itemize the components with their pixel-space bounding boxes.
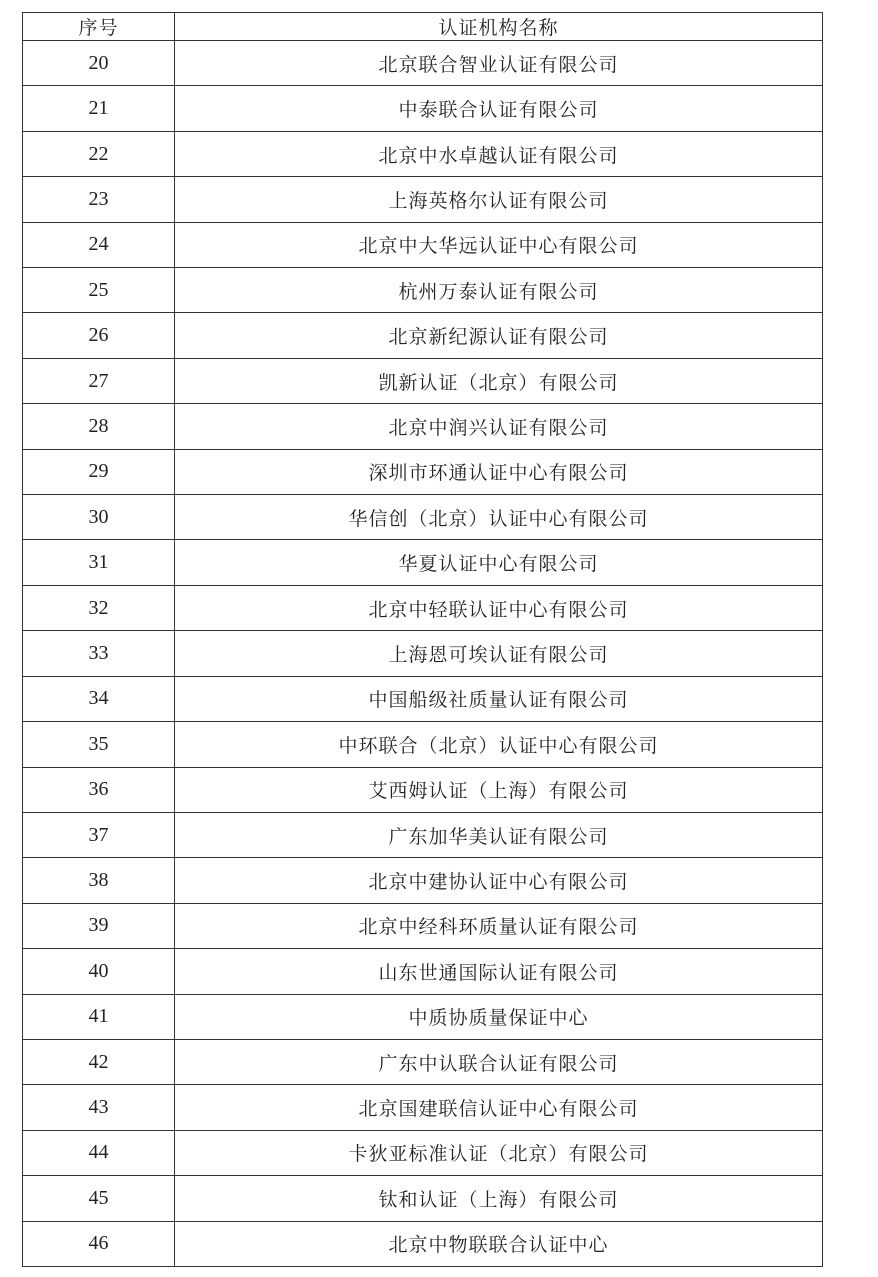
table-row xyxy=(23,131,823,176)
table-row xyxy=(23,177,823,222)
row-organization-name: 中质协质量保证中心 xyxy=(175,994,823,1039)
table-row xyxy=(23,812,823,857)
row-serial-number: 37 xyxy=(23,812,175,857)
table-row xyxy=(23,86,823,131)
row-organization-name: 北京中建协认证中心有限公司 xyxy=(175,858,823,903)
row-serial-number: 21 xyxy=(23,86,175,131)
row-organization-name: 北京新纪源认证有限公司 xyxy=(175,313,823,358)
row-serial-number: 29 xyxy=(23,449,175,494)
certification-body-table xyxy=(22,12,823,1267)
table-row xyxy=(23,994,823,1039)
row-serial-number: 46 xyxy=(23,1221,175,1266)
table-row xyxy=(23,1221,823,1266)
table-row xyxy=(23,903,823,948)
table-row xyxy=(23,722,823,767)
row-organization-name: 华夏认证中心有限公司 xyxy=(175,540,823,585)
table-row xyxy=(23,1176,823,1221)
row-serial-number: 45 xyxy=(23,1176,175,1221)
row-organization-name: 北京中大华远认证中心有限公司 xyxy=(175,222,823,267)
row-organization-name: 凯新认证（北京）有限公司 xyxy=(175,358,823,403)
header-serial-number: 序号 xyxy=(23,13,175,41)
row-organization-name: 中国船级社质量认证有限公司 xyxy=(175,676,823,721)
row-organization-name: 钛和认证（上海）有限公司 xyxy=(175,1176,823,1221)
row-organization-name: 广东加华美认证有限公司 xyxy=(175,812,823,857)
row-organization-name: 山东世通国际认证有限公司 xyxy=(175,949,823,994)
table-row xyxy=(23,1039,823,1084)
row-serial-number: 20 xyxy=(23,41,175,86)
row-organization-name: 华信创（北京）认证中心有限公司 xyxy=(175,495,823,540)
table-row xyxy=(23,313,823,358)
row-serial-number: 44 xyxy=(23,1130,175,1175)
row-organization-name: 上海英格尔认证有限公司 xyxy=(175,177,823,222)
row-serial-number: 30 xyxy=(23,495,175,540)
row-organization-name: 北京中经科环质量认证有限公司 xyxy=(175,903,823,948)
table-body xyxy=(23,41,823,1267)
row-organization-name: 北京中物联联合认证中心 xyxy=(175,1221,823,1266)
row-serial-number: 36 xyxy=(23,767,175,812)
table-row xyxy=(23,858,823,903)
row-serial-number: 27 xyxy=(23,358,175,403)
table-row xyxy=(23,1085,823,1130)
row-serial-number: 23 xyxy=(23,177,175,222)
row-organization-name: 艾西姆认证（上海）有限公司 xyxy=(175,767,823,812)
row-organization-name: 上海恩可埃认证有限公司 xyxy=(175,631,823,676)
row-organization-name: 广东中认联合认证有限公司 xyxy=(175,1039,823,1084)
table-row xyxy=(23,268,823,313)
row-serial-number: 35 xyxy=(23,722,175,767)
row-organization-name: 杭州万泰认证有限公司 xyxy=(175,268,823,313)
row-serial-number: 43 xyxy=(23,1085,175,1130)
table-row xyxy=(23,358,823,403)
row-serial-number: 34 xyxy=(23,676,175,721)
table-row xyxy=(23,585,823,630)
row-organization-name: 中泰联合认证有限公司 xyxy=(175,86,823,131)
table-row xyxy=(23,631,823,676)
table-row xyxy=(23,495,823,540)
row-organization-name: 北京中水卓越认证有限公司 xyxy=(175,131,823,176)
row-organization-name: 北京联合智业认证有限公司 xyxy=(175,41,823,86)
row-serial-number: 31 xyxy=(23,540,175,585)
row-organization-name: 卡狄亚标准认证（北京）有限公司 xyxy=(175,1130,823,1175)
row-organization-name: 深圳市环通认证中心有限公司 xyxy=(175,449,823,494)
row-serial-number: 42 xyxy=(23,1039,175,1084)
row-serial-number: 28 xyxy=(23,404,175,449)
row-serial-number: 38 xyxy=(23,858,175,903)
row-organization-name: 北京中轻联认证中心有限公司 xyxy=(175,585,823,630)
table-row xyxy=(23,41,823,86)
table-row xyxy=(23,540,823,585)
row-serial-number: 32 xyxy=(23,585,175,630)
row-serial-number: 41 xyxy=(23,994,175,1039)
table-row xyxy=(23,1130,823,1175)
table-header-row xyxy=(23,13,823,41)
header-organization-name: 认证机构名称 xyxy=(175,13,823,41)
row-serial-number: 39 xyxy=(23,903,175,948)
row-serial-number: 25 xyxy=(23,268,175,313)
table-row xyxy=(23,949,823,994)
row-organization-name: 北京国建联信认证中心有限公司 xyxy=(175,1085,823,1130)
row-serial-number: 22 xyxy=(23,131,175,176)
row-serial-number: 26 xyxy=(23,313,175,358)
row-serial-number: 40 xyxy=(23,949,175,994)
row-organization-name: 中环联合（北京）认证中心有限公司 xyxy=(175,722,823,767)
row-serial-number: 24 xyxy=(23,222,175,267)
table-row xyxy=(23,404,823,449)
table-row xyxy=(23,676,823,721)
row-serial-number: 33 xyxy=(23,631,175,676)
table-row xyxy=(23,449,823,494)
row-organization-name: 北京中润兴认证有限公司 xyxy=(175,404,823,449)
table-row xyxy=(23,222,823,267)
table-row xyxy=(23,767,823,812)
